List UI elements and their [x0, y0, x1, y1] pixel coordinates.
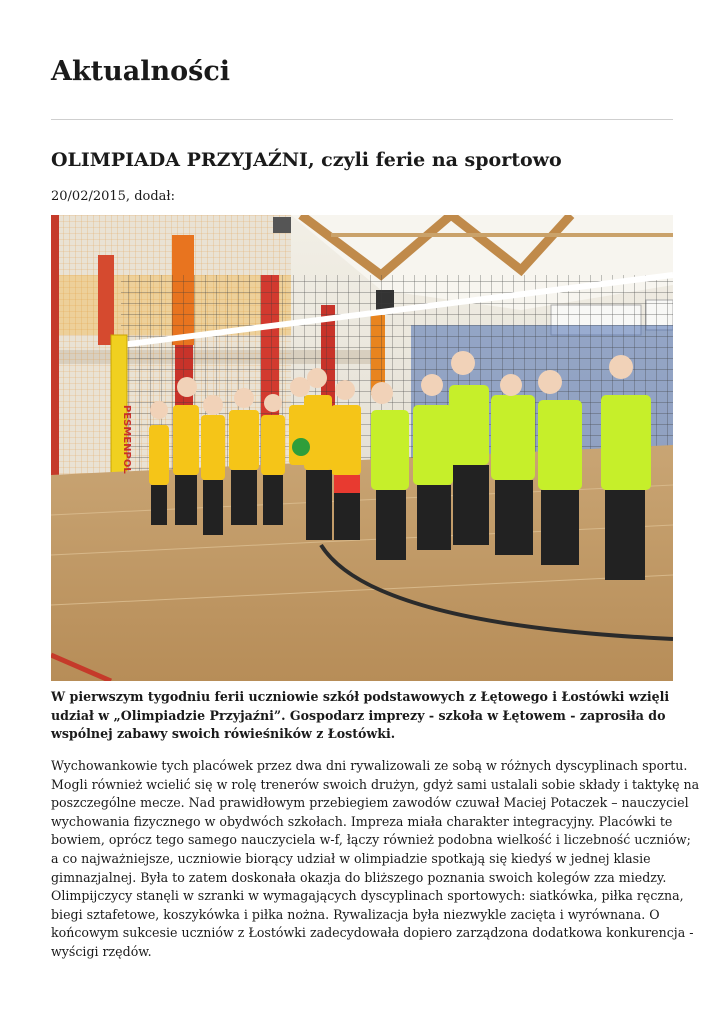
body-line: Mogli również wcielić się w rolę trenerów swoich drużyn, gdyż sami ustalali sobie składy i taktykę na [51, 776, 700, 792]
article-photo[interactable] [51, 215, 673, 681]
body-line: wychowania fizycznego w obydwóch szkołach. Impreza miała charakter integracyjny. Placówki te [51, 813, 673, 829]
lead-line: W pierwszym tygodniu ferii uczniowie szkół podstawowych z Łętowego i Łostówki wzięli [51, 689, 670, 704]
body-line: końcowym sukcesie uczniów z Łostówki zadecydowała dopiero zarządzona dodatkowa konkurencja - [51, 925, 694, 941]
body-line: poszczególne mecze. Nad prawidłowym przebiegiem zawodów czuwał Maciej Potaczek – nauczyciel [51, 795, 689, 811]
body-line: bowiem, oprócz tego samego nauczyciela w-f, łączy również podobna wielkość i liczebność uczniów; [51, 832, 691, 848]
body-line: gimnazjalnej. Była to zatem doskonała okazja do bliższego poznania swoich kolegów zza miedzy. [51, 869, 667, 885]
lead-line: udział w „Olimpiadzie Przyjaźni”. Gospodarz imprezy - szkoła w Łętowem - zaprosiła do [51, 707, 666, 723]
body-line: Wychowankowie tych placówek przez dwa dni rywalizowali ze sobą w różnych dyscyplinach sportu. [51, 758, 688, 773]
body-line: Olimpijczycy stanęli w szranki w wymagających dyscyplinach sportowych: siatkówka, piłka ręczna, [51, 888, 684, 904]
article-lead [51, 688, 677, 744]
body-line: a co najważniejsze, uczniowie biorący udział w olimpiadzie spotkają się kiedyś w jednej klasie [51, 850, 651, 866]
page-title: Aktualności [51, 56, 231, 87]
team-photo-illustration [51, 215, 673, 681]
article-meta: 20/02/2015, dodał: [51, 189, 176, 204]
title-divider [51, 119, 673, 120]
body-line: biegi sztafetowe, koszykówka i piłka nożna. Rywalizacja była niezwykle zacięta i wyrównana. O [51, 906, 660, 922]
article-body [51, 757, 700, 962]
article-title[interactable]: OLIMPIADA PRZYJAŹNI, czyli ferie na sportowo [51, 149, 562, 171]
lead-line: wspólnej zabawy swoich rówieśników z Łostówki. [51, 726, 396, 742]
banner-text: PESMENPOL [121, 405, 132, 474]
body-line: wyścigi rzędów. [51, 943, 152, 959]
